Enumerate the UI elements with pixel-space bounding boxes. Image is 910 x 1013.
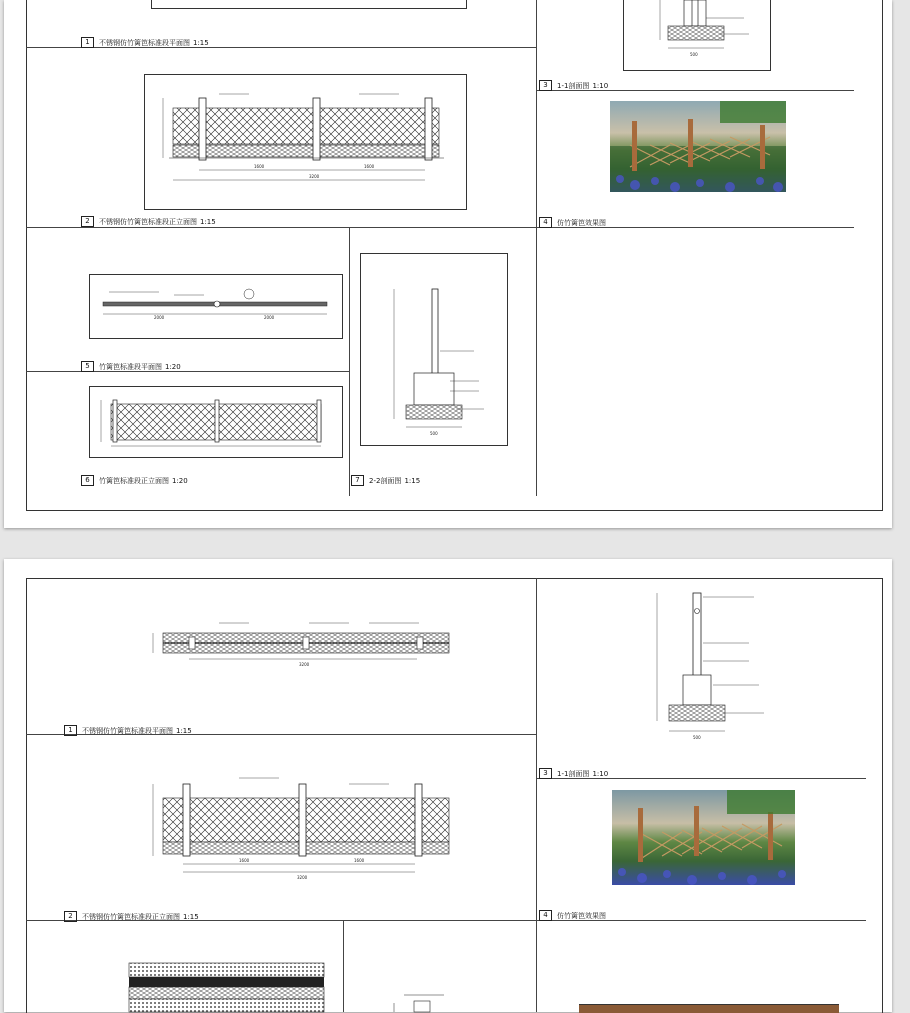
post-section-drawing: [384, 285, 494, 440]
svg-text:1600: 1600: [364, 164, 375, 169]
drawing-sheet-1: [4, 0, 892, 528]
fence-render-image-2: [612, 790, 795, 885]
drawing-caption-s2-4: 4 仿竹篱笆效果图: [539, 910, 606, 921]
bamboo-fence-elevation: [97, 396, 333, 450]
drawing-sheet-2: [4, 559, 892, 1012]
drawing-caption-s2-1: 1 不锈钢仿竹篱笆标准段平面图 1:15: [64, 725, 192, 736]
svg-text:500: 500: [690, 52, 698, 57]
divider: [536, 578, 537, 1012]
fence-plan-drawing-2: [149, 617, 454, 667]
svg-text:2000: 2000: [154, 315, 165, 320]
post-section-drawing-2: [649, 589, 774, 749]
drawing-caption-s2-3: 3 1-1剖面图 1:10: [539, 768, 608, 779]
drawing-caption-s2-2: 2 不锈钢仿竹篱笆标准段正立面图 1:15: [64, 911, 199, 922]
fence-render-image: [610, 101, 786, 192]
divider: [536, 0, 537, 496]
drawing-caption-2: 2 不锈钢仿竹篱笆标准段正立面图 1:15: [81, 216, 216, 227]
detail-drawing-partial: [384, 989, 464, 1012]
drawing-caption-5: 5 竹篱笆标准段平面图 1:20: [81, 361, 181, 372]
svg-text:3200: 3200: [299, 662, 310, 667]
svg-text:3200: 3200: [309, 174, 320, 179]
svg-text:500: 500: [693, 735, 701, 740]
drawing-caption-7: 7 2-2剖面图 1:15: [351, 475, 420, 486]
fence-elevation-drawing-2: [149, 774, 454, 889]
fence-elevation-drawing: [159, 90, 454, 195]
plan-drawing-frame: [151, 0, 467, 9]
svg-text:2000: 2000: [264, 315, 275, 320]
drawing-caption-1: 1 不锈钢仿竹篱笆标准段平面图 1:15: [81, 37, 209, 48]
divider: [343, 920, 344, 1012]
fence-plan-drawing: [99, 286, 331, 326]
post-section-drawing-top: [654, 0, 754, 66]
drawing-caption-4: 4 仿竹篱笆效果图: [539, 217, 606, 228]
divider: [26, 371, 349, 372]
svg-text:1600: 1600: [239, 858, 250, 863]
svg-text:1600: 1600: [254, 164, 265, 169]
svg-text:500: 500: [430, 431, 438, 436]
svg-text:1600: 1600: [354, 858, 365, 863]
drawing-caption-6: 6 竹篱笆标准段正立面图 1:20: [81, 475, 188, 486]
svg-text:3200: 3200: [297, 875, 308, 880]
divider: [26, 227, 536, 228]
divider: [349, 227, 350, 496]
paving-section-drawing: [129, 961, 324, 1012]
drawing-caption-3: 3 1-1剖面图 1:10: [539, 80, 608, 91]
